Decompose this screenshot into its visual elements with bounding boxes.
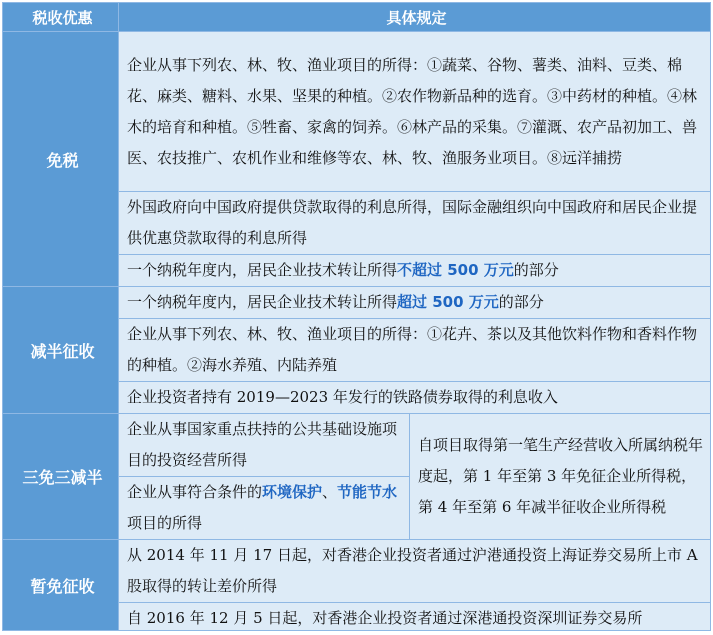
table-row <box>3 414 711 477</box>
rule-text: 的部分 <box>498 293 544 311</box>
highlight-text: 环境保护 <box>262 483 323 501</box>
rule-text: 项目的所得 <box>127 514 203 532</box>
header-rules: 具体规定 <box>119 3 711 32</box>
category-three-three: 三免三减半 <box>3 414 119 540</box>
rule-text: 的部分 <box>513 261 559 279</box>
category-temp-exempt: 暂免征收 <box>3 540 119 631</box>
rule-text: 一个纳税年度内，居民企业技术转让所得 <box>127 293 398 311</box>
header-row <box>3 3 711 32</box>
rule-cell: 企业从事下列农、林、牧、渔业项目的所得：①蔬菜、谷物、薯类、油料、豆类、棉花、麻类、糖料、水果、坚果的种植。②农作物新品种的选育。③中药材的种植。④林木的培育和种植。⑤牲畜、家禽的饲养。⑥林产品的采集。⑦灌溉、农产品初加工、兽医、农技推广、农机作业和维修等农、林、牧、渔服务业项目。⑧远洋捕捞 <box>119 32 711 192</box>
highlight-text: 节能节水 <box>337 483 398 501</box>
category-free: 免税 <box>3 32 119 287</box>
tax-preference-table <box>2 2 711 631</box>
highlight-text: 超过 500 万元 <box>397 293 499 311</box>
rule-text: 、 <box>322 483 338 501</box>
rule-cell: 企业投资者持有 2019—2023 年发行的铁路债券取得的利息收入 <box>119 382 711 414</box>
rule-cell: 从 2014 年 11 月 17 日起，对香港企业投资者通过沪港通投资上海证券交易所上市 A 股取得的转让差价所得 <box>119 540 711 603</box>
rule-text: 自 2016 年 12 月 5 日起，对香港企业投资者通过深港通投资深圳证券交易所 <box>127 609 643 627</box>
rule-text: 一个纳税年度内，居民企业技术转让所得 <box>127 261 398 279</box>
rule-cell <box>119 255 711 287</box>
rule-cell: 自项目取得第一笔生产经营收入所属纳税年度起，第 1 年至第 3 年免征企业所得税，第 4 年至第 6 年减半征收企业所得税 <box>410 414 711 540</box>
rule-text: 企业从事符合条件的 <box>127 483 263 501</box>
rule-cell: 企业从事国家重点扶持的公共基础设施项目的投资经营所得 <box>119 414 410 477</box>
table-row <box>3 287 711 319</box>
table-row <box>3 540 711 603</box>
rule-cell <box>119 287 711 319</box>
category-half: 减半征收 <box>3 287 119 414</box>
rule-cell <box>119 477 410 540</box>
highlight-text: 不超过 500 万元 <box>397 261 514 279</box>
rule-cell: 企业从事下列农、林、牧、渔业项目的所得：①花卉、茶以及其他饮料作物和香料作物的种植。②海水养殖、内陆养殖 <box>119 319 711 382</box>
table-row <box>3 32 711 192</box>
rule-cell <box>119 603 711 631</box>
rule-cell: 外国政府向中国政府提供贷款取得的利息所得，国际金融组织向中国政府和居民企业提供优惠贷款取得的利息所得 <box>119 192 711 255</box>
header-category: 税收优惠 <box>3 3 119 32</box>
